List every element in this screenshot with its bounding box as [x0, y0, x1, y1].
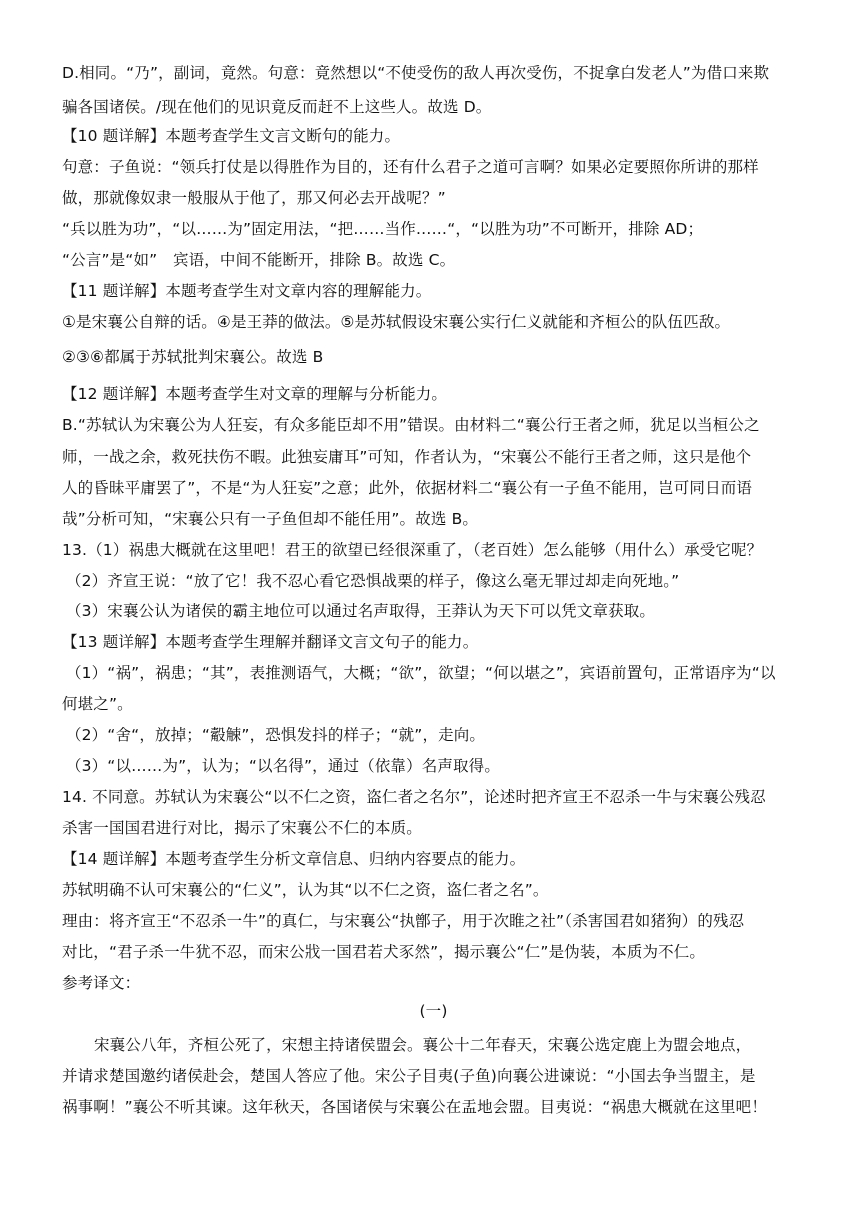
text-line: 骗各国诸侯。/现在他们的见识竟反而赶不上这些人。故选 D。 [62, 98, 492, 116]
text-line: 师，一战之余，救死扶伤不暇。此独妄庸耳”可知，作者认为，“宋襄公不能行王者之师，这只是他个 [62, 448, 752, 466]
translation-heading: 参考译文： [62, 974, 141, 992]
section-heading: 【13 题详解】本题考查学生理解并翻译文言文句子的能力。 [62, 633, 479, 651]
text-line: 理由：将齐宣王“不忍杀一牛”的真仁，与宋襄公“执鄫子，用于次睢之社”（杀害国君如猪狗）的残忍 [62, 912, 745, 930]
text-line: 哉”分析可知，“宋襄公只有一子鱼但却不能任用”。故选 B。 [62, 510, 479, 528]
text-line: （2）“舍“，放掉；“觳觫”，恐惧发抖的样子；“就”，走向。 [66, 726, 486, 744]
section-heading: 【10 题详解】本题考查学生文言文断句的能力。 [62, 127, 401, 145]
text-line: 祸事啊！”襄公不听其谏。这年秋天，各国诸侯与宋襄公在盂地会盟。目夷说：“祸患大概就在这里吧！ [62, 1098, 767, 1116]
text-line: 人的昏昧平庸罢了”，不是“为人狂妄”之意；此外，依据材料二“襄公有一子鱼不能用，岂可同日而语 [62, 479, 753, 497]
answer-line: （3）宋襄公认为诸侯的霸主地位可以通过名声取得，王莽认为天下可以凭文章获取。 [66, 602, 656, 620]
text-line: （3）“以……为”，认为；“以名得”，通过（依靠）名声取得。 [66, 757, 500, 775]
text-line: 对比，“君子杀一牛犹不忍，而宋公戕一国君若犬豕然”，揭示襄公“仁”是伪装，本质为不仁。 [62, 943, 706, 961]
text-line: “公言”是“如” 宾语，中间不能断开，排除 B。故选 C。 [62, 251, 456, 269]
part-marker: (一) [419, 1002, 448, 1020]
section-heading: 【14 题详解】本题考查学生分析文章信息、归纳内容要点的能力。 [62, 850, 526, 868]
answer-line: 14. 不同意。苏轼认为宋襄公“以不仁之资，盗仁者之名尔”，论述时把齐宣王不忍杀一牛与宋襄公残忍 [62, 788, 766, 806]
text-line: 苏轼明确不认可宋襄公的“仁义”，认为其“以不仁之资，盗仁者之名”。 [62, 881, 549, 899]
text-line: 宋襄公八年，齐桓公死了，宋想主持诸侯盟会。襄公十二年春天，宋襄公选定鹿上为盟会地点， [94, 1036, 752, 1054]
text-line: 并请求楚国邀约诸侯赴会，楚国人答应了他。宋公子目夷(子鱼)向襄公进谏说：“小国去争当盟主，是 [62, 1067, 756, 1085]
text-line: 何堪之”。 [62, 695, 133, 713]
section-heading: 【12 题详解】本题考查学生对文章的理解与分析能力。 [62, 385, 448, 403]
text-line: 句意：子鱼说：“领兵打仗是以得胜作为目的，还有什么君子之道可言啊？如果必定要照你所讲的那样 [62, 158, 759, 176]
text-line: ①是宋襄公自辩的话。④是王莽的做法。⑤是苏轼假设宋襄公实行仁义就能和齐桓公的队伍匹敌。 [62, 313, 731, 331]
text-line: “兵以胜为功”，“以……为”固定用法，“把……当作……“，“以胜为功”不可断开，排除 AD； [62, 220, 704, 238]
answer-line: 杀害一国国君进行对比，揭示了宋襄公不仁的本质。 [62, 819, 422, 837]
text-line: （1）“祸”，祸患；“其”，表推测语气，大概；“欲”，欲望；“何以堪之”，宾语前置句，正常语序为“以 [66, 664, 776, 682]
text-line: D.相同。“乃”，副词，竟然。句意：竟然想以“不使受伤的敌人再次受伤，不捉拿白发老人”为借口来欺 [62, 64, 770, 82]
text-line: ②③⑥都属于苏轼批判宋襄公。故选 B [62, 348, 324, 366]
text-line: 做，那就像奴隶一般服从于他了，那又何必去开战呢？” [62, 189, 446, 207]
section-heading: 【11 题详解】本题考查学生对文章内容的理解能力。 [62, 282, 432, 300]
text-line: B.“苏轼认为宋襄公为人狂妄，有众多能臣却不用”错误。由材料二“襄公行王者之师，犹足以当桓公之 [62, 416, 760, 434]
answer-line: （2）齐宣王说：“放了它！我不忍心看它恐惧战栗的样子，像这么毫无罪过却走向死地。” [66, 572, 680, 590]
answer-line: 13.（1）祸患大概就在这里吧！君王的欲望已经很深重了，（老百姓）怎么能够（用什么）承受它呢？ [62, 541, 763, 559]
